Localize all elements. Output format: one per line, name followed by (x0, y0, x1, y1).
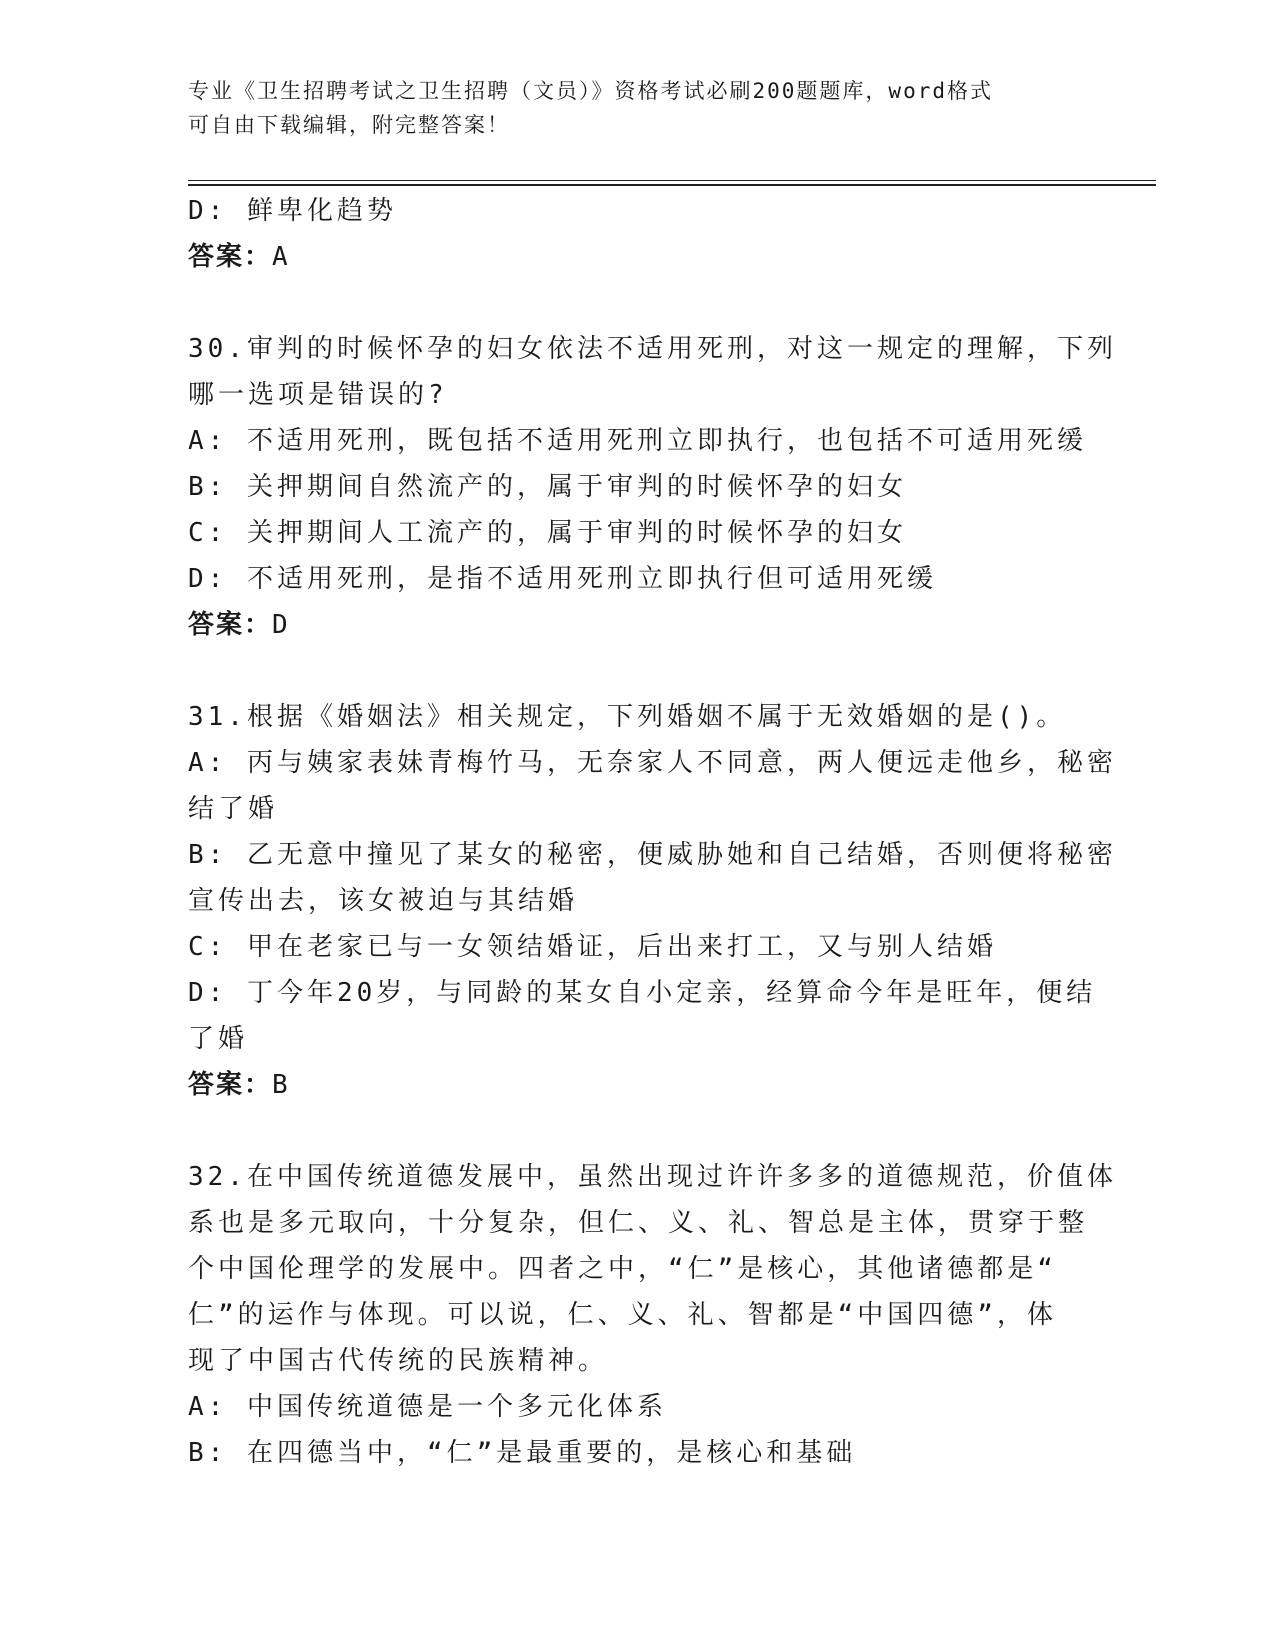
answer-value: B (272, 1070, 290, 1100)
option-a-continued: 结了婚 (188, 794, 279, 824)
question-list (188, 188, 1117, 1476)
option-a: A: 丙与姨家表妹青梅竹马，无奈家人不同意，两人便远走他乡，秘密 (188, 748, 1117, 778)
answer-value: A (272, 242, 290, 272)
option-b: B: 在四德当中，“仁”是最重要的，是核心和基础 (188, 1438, 857, 1468)
answer-label: 答案： (188, 1070, 273, 1100)
header-title-line-2: 可自由下载编辑，附完整答案！ (188, 113, 510, 137)
question-stem-line: 系也是多元取向，十分复杂，但仁、义、礼、智总是主体，贯穿于整 (188, 1208, 1089, 1238)
option-d-continued: 了婚 (188, 1024, 249, 1054)
question-29-tail (188, 188, 1068, 280)
question-30 (188, 326, 1117, 648)
spacer (188, 648, 1068, 694)
answer-line (188, 234, 1068, 280)
option-b: B: 乙无意中撞见了某女的秘密，便威胁她和自己结婚，否则便将秘密 (188, 840, 1117, 870)
question-stem-line: 个中国伦理学的发展中。四者之中，“仁”是核心，其他诸德都是“ (188, 1254, 1057, 1284)
answer-value: D (272, 610, 290, 640)
answer-label: 答案： (188, 242, 273, 272)
answer-label: 答案： (188, 610, 273, 640)
spacer (188, 1108, 1068, 1154)
header-title-line-1: 专业《卫生招聘考试之卫生招聘（文员）》资格考试必刷200题题库，word格式 (188, 79, 993, 103)
question-stem-line: 哪一选项是错误的? (188, 380, 448, 410)
answer-line (188, 1062, 1068, 1108)
question-32 (188, 1154, 1117, 1476)
header-divider-thin (188, 180, 1156, 181)
question-stem-line: 仁”的运作与体现。可以说，仁、义、礼、智都是“中国四德”，体 (188, 1300, 1057, 1330)
option-a: A: 中国传统道德是一个多元化体系 (188, 1392, 667, 1422)
header-divider-thick (188, 184, 1156, 186)
question-stem-line: 现了中国古代传统的民族精神。 (188, 1346, 609, 1376)
option-d: D: 不适用死刑，是指不适用死刑立即执行但可适用死缓 (188, 564, 937, 594)
question-31 (188, 694, 1117, 1108)
option-b-continued: 宣传出去，该女被迫与其结婚 (188, 886, 579, 916)
option-d: D: 鲜卑化趋势 (188, 196, 397, 226)
question-stem-line: 32.在中国传统道德发展中，虽然出现过许许多多的道德规范，价值体 (188, 1162, 1117, 1192)
answer-line (188, 602, 1068, 648)
option-c: C: 甲在老家已与一女领结婚证，后出来打工，又与别人结婚 (188, 932, 997, 962)
option-c: C: 关押期间人工流产的，属于审判的时候怀孕的妇女 (188, 518, 907, 548)
question-stem-line: 30.审判的时候怀孕的妇女依法不适用死刑，对这一规定的理解，下列 (188, 334, 1117, 364)
document-header (188, 74, 1068, 142)
question-stem-line: 31.根据《婚姻法》相关规定，下列婚姻不属于无效婚姻的是()。 (188, 702, 1067, 732)
spacer (188, 280, 1068, 326)
option-a: A: 不适用死刑，既包括不适用死刑立即执行，也包括不可适用死缓 (188, 426, 1087, 456)
option-d: D: 丁今年20岁，与同龄的某女自小定亲，经算命今年是旺年，便结 (188, 978, 1097, 1008)
option-b: B: 关押期间自然流产的，属于审判的时候怀孕的妇女 (188, 472, 907, 502)
